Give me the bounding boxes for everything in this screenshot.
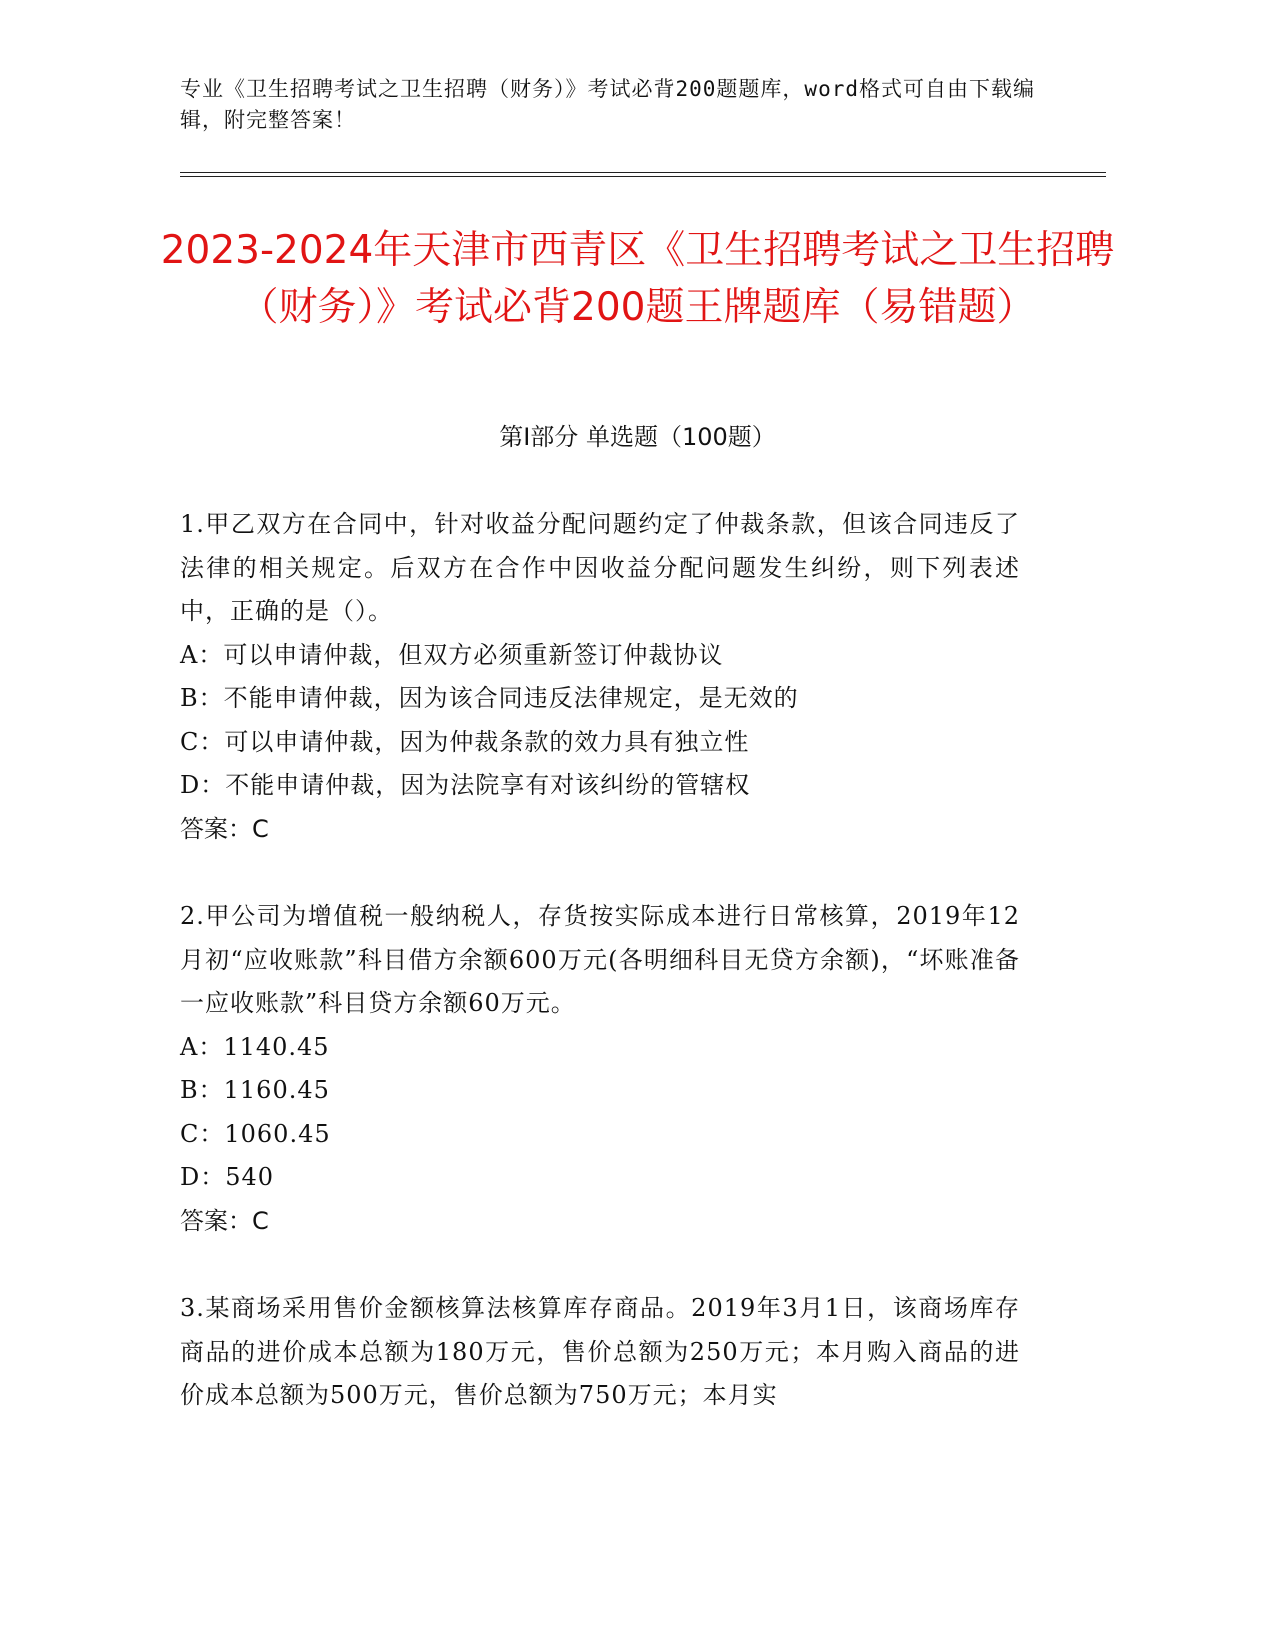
question-stem: 2.甲公司为增值税一般纳税人，存货按实际成本进行日常核算，2019年12月初“应收账款”科目借方余额600万元(各明细科目无贷方余额)，“坏账准备一应收账款”科目贷方余额60万元。: [180, 902, 1020, 1017]
answer-label: 答案：: [180, 814, 252, 843]
option-b: B：1160.45: [180, 1076, 330, 1104]
header-rule-top: [180, 172, 1106, 173]
option-b: B：不能申请仲裁，因为该合同违反法律规定，是无效的: [180, 684, 799, 712]
option-c: C：可以申请仲裁，因为仲裁条款的效力具有独立性: [180, 727, 750, 756]
answer-value: C: [252, 814, 269, 843]
question-stem: 3.某商场采用售价金额核算法核算库存商品。2019年3月1日，该商场库存商品的进价成本总额为180万元，售价总额为250万元；本月购入商品的进价成本总额为500万元，售价总额为750万元；本月实: [180, 1294, 1020, 1409]
option-d: D：540: [180, 1163, 275, 1191]
option-a: A：1140.45: [180, 1032, 330, 1061]
section-heading: 第Ⅰ部分 单选题（100题）: [499, 423, 776, 451]
answer-value: C: [252, 1206, 269, 1235]
answer-label: 答案：: [180, 1206, 252, 1235]
option-c: C：1060.45: [180, 1119, 331, 1148]
answer-line: [180, 1200, 1020, 1244]
question-3: [180, 1287, 1020, 1418]
question-stem: 1.甲乙双方在合同中，针对收益分配问题约定了仲裁条款，但该合同违反了法律的相关规定。后双方在合作中因收益分配问题发生纠纷，则下列表述中，正确的是（）。: [180, 510, 1020, 625]
option-a: A：可以申请仲裁，但双方必须重新签订仲裁协议: [180, 640, 724, 669]
document-title: 2023-2024年天津市西青区《卫生招聘考试之卫生招聘（财务）》考试必背200题王牌题库（易错题）: [160, 228, 1115, 330]
answer-line: [180, 808, 1020, 852]
header-rule-bottom: [180, 176, 1106, 177]
header-note: 专业《卫生招聘考试之卫生招聘（财务）》考试必背200题题库，word格式可自由下载编辑，附完整答案！: [180, 77, 1035, 132]
question-2: [180, 895, 1020, 1243]
question-1: [180, 503, 1020, 851]
option-d: D：不能申请仲裁，因为法院享有对该纠纷的管辖权: [180, 771, 751, 799]
